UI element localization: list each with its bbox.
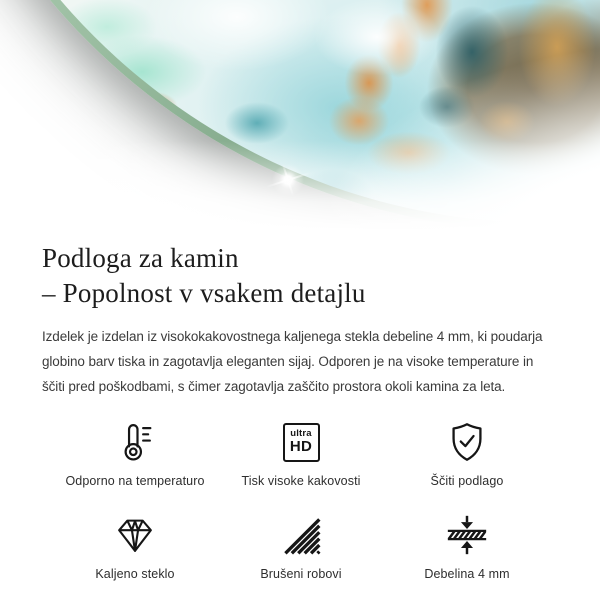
features-grid [52,419,550,581]
feature-label: Tisk visoke kakovosti [241,474,361,488]
feature-label: Odporno na temperaturo [65,474,205,488]
page-title-line-2: – Popolnost v vsakem detajlu [42,278,366,308]
brushed-edges-icon [279,512,323,558]
feature-label: Kaljeno steklo [95,567,175,581]
diamond-icon [112,512,158,558]
glass-panel-artwork [0,0,600,223]
feature-label: Debelina 4 mm [424,567,510,581]
feature-protects-surface [384,419,550,488]
feature-thickness [384,512,550,581]
product-info-section [0,241,600,581]
thickness-icon [442,512,492,558]
product-description: Izdelek je izdelan iz visokokakovostnega kaljenega stekla debeline 4 mm, ki poudarja globino barv tiska in zagotavlja eleganten sijaj. Odporen je na visoke temperature in ščiti pred poškodbami, s čimer zagotavlja zaščito prostora okoli kamina za leta. [42,329,543,394]
feature-brushed-edges [218,512,384,581]
product-image [0,0,600,235]
feature-label: Brušeni robovi [260,567,342,581]
feature-print-quality [218,419,384,488]
page-title [42,241,555,311]
glass-panel-edge [0,0,600,231]
feature-temperature [52,419,218,488]
thermometer-icon [112,419,158,465]
ultra-hd-text-top: ultra [290,427,312,439]
page-title-line-1: Podloga za kamin [42,243,239,273]
ultra-hd-text-bottom: HD [289,438,313,456]
feature-tempered-glass [52,512,218,581]
shield-check-icon [444,419,490,465]
feature-label: Ščiti podlago [430,474,504,488]
ultra-hd-icon [283,419,320,465]
